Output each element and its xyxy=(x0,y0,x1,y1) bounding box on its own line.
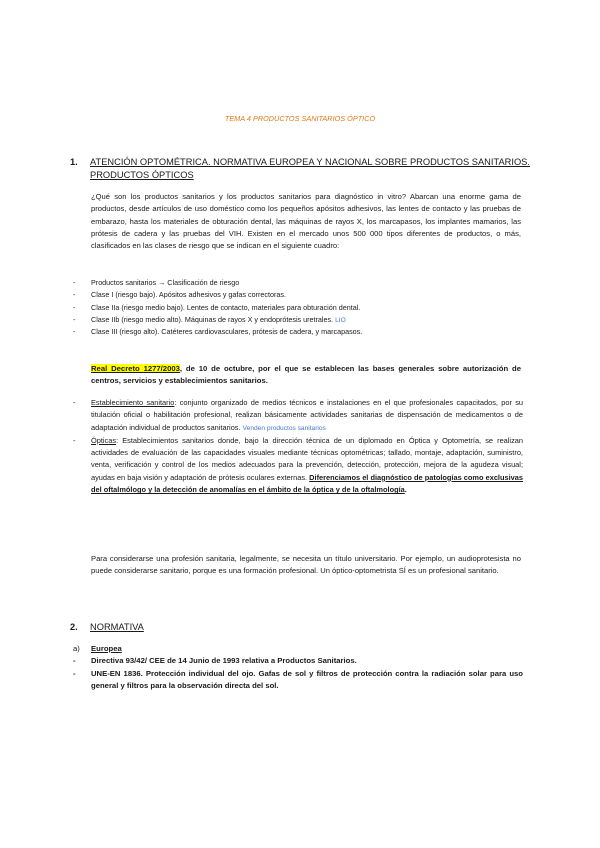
section-1-title: ATENCIÓN OPTOMÉTRICA. NORMATIVA EUROPEA Y NACIONAL SOBRE PRODUCTOS SANITARIOS. PRODUCTOS ÓPTICOS xyxy=(90,157,530,180)
annotation-note: Venden productos sanitarios xyxy=(242,424,326,432)
list-item: - Clase IIb (riesgo medio alto). Máquinas de rayos X y endoprótesis uretrales. LIO xyxy=(73,314,523,326)
list-item: - Clase III (riesgo alto). Catéteres cardiovasculares, prótesis de cadera, y marcapasos. xyxy=(73,326,523,338)
list-item: - Clase I (riesgo bajo). Apósitos adhesivos y gafas correctoras. xyxy=(73,289,523,301)
document-title: TEMA 4 PRODUCTOS SANITARIOS ÓPTICO xyxy=(224,114,376,123)
annotation-note: LIO xyxy=(335,316,346,324)
section-2-number: 2. xyxy=(70,622,78,632)
establecimiento-label: Establecimiento sanitario xyxy=(91,398,175,407)
list-item: - Ópticas: Establecimientos sanitarios donde, bajo la dirección técnica de un diplomado en Óptica y Optometría, se realizan actividades de evaluación de las capacidades visuales mediante técnicas optométricas; tallado, montaje, adaptación, suministro, venta, verificación y control de los medios adecuados para la prevención, detección, protección, mejora de la agudeza visual; ayudas en baja visión y adaptación de prótesis oculares externas. Diferenciamos el diagnóstico de patologías como exclusivas del oftalmólogo y la detección de anomalías en el ámbito de la óptica y de la oftalmología. xyxy=(73,435,523,495)
intro-paragraph: ¿Qué son los productos sanitarios y los productos sanitarios para diagnóstico in vitro? Abarcan una enorme gama de productos, desde artículos de uso doméstico como los pequeños apósitos adhesivos, las lentes de contacto y las pruebas de embarazo, hasta los materiales de obturación dental, las máquinas de rayos X, los marcapasos, los implantes mamarios, las prótesis de cadera y las pruebas del VIH. Existen en el mercado unos 500 000 tipos diferentes de productos, o más, clasificados en las clases de riesgo que se indican en el siguiente cuadro: xyxy=(91,192,521,251)
section-2-title: NORMATIVA xyxy=(90,622,144,632)
section-1-number: 1. xyxy=(70,157,78,167)
real-decreto-reference[interactable]: Real Decreto 1277/2003 xyxy=(91,364,180,373)
list-item: - Directiva 93/42/ CEE de 14 Junio de 1993 relativa a Productos Sanitarios. xyxy=(73,656,357,666)
risk-class-list xyxy=(73,277,523,338)
list-item: - Clase IIa (riesgo medio bajo). Lentes de contacto, materiales para obturación dental. xyxy=(73,302,523,314)
subsection-heading: a) Europea xyxy=(73,644,122,653)
real-decreto-text: , de 10 de octubre, por el que se establecen las bases generales sobre autorización de centros, servicios y establecimientos sanitarios. xyxy=(91,364,521,386)
list-item: - Productos sanitarios → Clasificación de riesgo xyxy=(73,277,523,289)
real-decreto-paragraph xyxy=(91,363,521,388)
normativa-list xyxy=(73,643,523,692)
list-item: - UNE-EN 1836. Protección individual del ojo. Gafas de sol y filtros de protección contra la radiación solar para uso general y filtros para la observación directa del sol. xyxy=(73,668,523,690)
list-item: - Establecimiento sanitario: conjunto organizado de medios técnicos e instalaciones en el que profesionales capacitados, por su titulación oficial o habilitación profesional, realizan básicamente actividades sanitarias de dispensación de medicamentos o de adaptación individual de productos sanitarios. Venden productos sanitarios xyxy=(73,398,523,432)
definitions-list xyxy=(73,397,523,496)
closing-paragraph: Para considerarse una profesión sanitaria, legalmente, se necesita un título universitario. Por ejemplo, un audioprotesista no puede considerarse sanitario, porque es una formación profesional. Un óptico-optometrista SÍ es un profesional sanitario. xyxy=(91,554,521,576)
opticas-label: Ópticas xyxy=(91,435,117,445)
diagnostico-emphasis: Diferenciamos el diagnóstico de patologías como exclusivas del oftalmólogo y la detección de anomalías en el ámbito de la óptica y de la oftalmología xyxy=(91,472,523,495)
subsection-europea-label: Europea xyxy=(91,644,122,653)
